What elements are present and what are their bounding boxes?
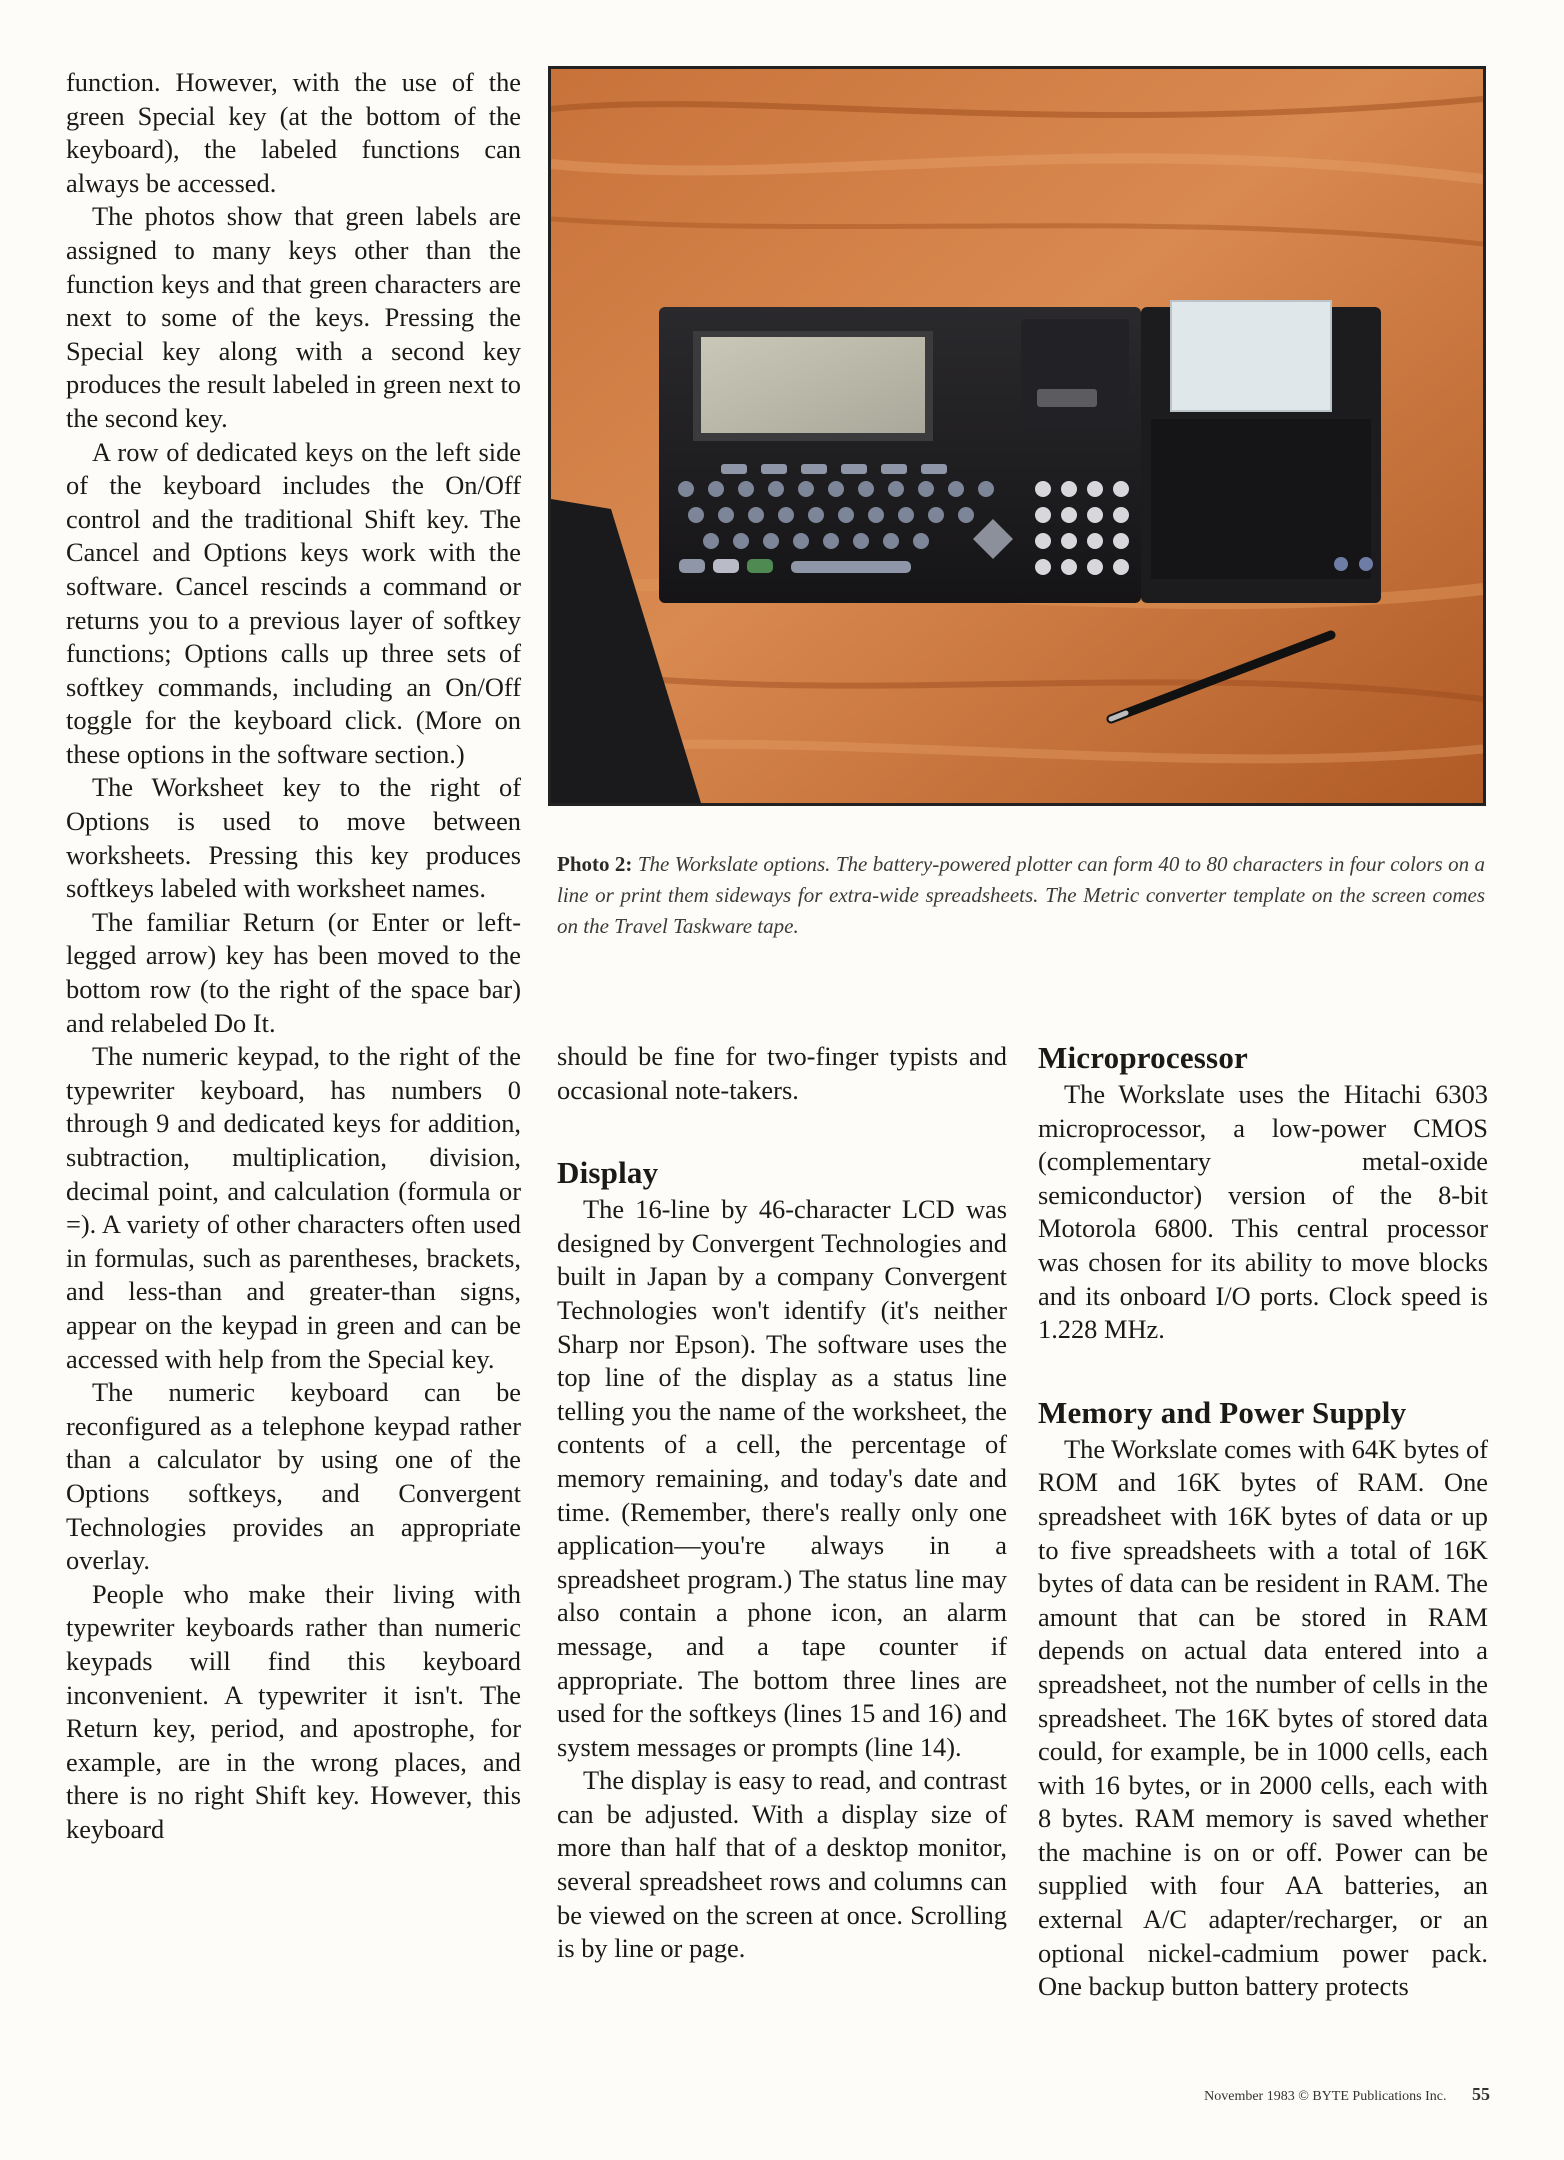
caption-text: The Workslate options. The battery-powered plotter can form 40 to 80 characters in four colors on a line or print them sideways for extra-wide spreadsheets. The Metric converter template on the screen comes on the Travel Taskware tape. [557, 852, 1486, 938]
paragraph: People who make their living with typewriter keyboards rather than numeric keypads will find this keyboard inconvenient. A typewriter it isn't. The Return key, period, and apostrophe, for example, are in the wrong places, and there is no right Shift key. However, this keyboard [66, 1578, 521, 1844]
paragraph: A row of dedicated keys on the left side of the keyboard includes the On/Off control and the traditional Shift key. The Cancel and Options keys work with the software. Cancel rescinds a command or returns you to a previous layer of softkey functions; Options calls up three sets of softkey commands, including an On/Off toggle for the keyboard click. (More on these options in the software section.) [66, 436, 521, 769]
paragraph: The Workslate uses the Hitachi 6303 microprocessor, a low-power CMOS (complementary metal-oxide semiconductor) version of the 8-bit Motorola 6800. This central processor was chosen for its ability to move blocks and its onboard I/O ports. Clock speed is 1.228 MHz. [1038, 1079, 1488, 1345]
paragraph: The familiar Return (or Enter or left-legged arrow) key has been moved to the bottom row (to the right of the space bar) and relabeled Do It. [66, 906, 521, 1038]
paragraph: The numeric keypad, to the right of the typewriter keyboard, has numbers 0 through 9 and dedicated keys for addition, subtraction, multiplication, division, decimal point, and calculation (formula or =). A variety of other characters often used in formulas, such as parentheses, brackets, and less-than and greater-than signs, appear on the keypad in green and can be accessed with help from the Special key. [66, 1041, 521, 1374]
paragraph: The 16-line by 46-character LCD was designed by Convergent Technologies and built in Japan by a company Convergent Technologies won't identify (it's neither Sharp nor Epson). The software uses the top line of the display as a status line telling you the name of the worksheet, the contents of a cell, the percentage of memory remaining, and today's date and time. (Remember, there's really only one application—you're always in a spreadsheet program.) The status line may also contain a phone icon, an alarm message, and a tape counter if appropriate. The bottom three lines are used for the softkeys (lines 15 and 16) and system messages or prompts (line 14). [557, 1194, 1007, 1762]
caption-label: Photo 2: [557, 852, 633, 876]
photo-caption [557, 849, 1485, 942]
paragraph: The Workslate comes with 64K bytes of ROM and 16K bytes of RAM. One spreadsheet with 16K bytes of data or up to five spreadsheets with a total of 16K bytes of data can be resident in RAM. The amount that can be stored in RAM depends on actual data entered into a spreadsheet, not the number of cells in the spreadsheet. The 16K bytes of stored data could, for example, be in 1000 cells, each with 16 bytes, or in 2000 cells, each with 8 bytes. RAM memory is saved whether the machine is on or off. Power can be supplied with four AA batteries, an external A/C adapter/recharger, or an optional nickel-cadmium power pack. One backup button battery protects [1038, 1433, 1488, 2002]
left-text-column [66, 66, 521, 1846]
section-heading-display: Display [557, 1155, 659, 1191]
paragraph: The numeric keyboard can be reconfigured as a telephone keypad rather than a calculator by using one of the Options softkeys, and Convergent Technologies provides an appropriate overlay. [66, 1377, 521, 1576]
section-heading-microprocessor: Microprocessor [1038, 1040, 1248, 1075]
workslate-photo-illustration [551, 69, 1483, 803]
paragraph: The Worksheet key to the right of Options is used to move between worksheets. Pressing this key produces softkeys labeled with worksheet names. [66, 772, 521, 904]
middle-text-column [557, 1040, 1007, 1966]
photo-workslate-options [548, 66, 1486, 806]
paragraph: should be fine for two-finger typists and occasional note-takers. [557, 1041, 1007, 1105]
paragraph: The display is easy to read, and contrast can be adjusted. With a display size of more than half that of a desktop monitor, several spreadsheet rows and columns can be viewed on the screen at once. Scrolling is by line or page. [557, 1765, 1007, 1964]
right-text-column [1038, 1040, 1488, 2004]
paragraph: The photos show that green labels are assigned to many keys other than the function keys and that green characters are next to some of the keys. Pressing the Special key along with a second key produces the result labeled in green next to the second key. [66, 201, 521, 433]
section-heading-memory-power: Memory and Power Supply [1038, 1394, 1407, 1430]
paragraph: function. However, with the use of the green Special key (at the bottom of the keyboard), the labeled functions can always be accessed. [66, 67, 521, 198]
page-footer [1100, 2084, 1490, 2107]
page-number: 55 [1472, 2084, 1490, 2104]
footer-credit: November 1983 © BYTE Publications Inc. [1204, 2089, 1447, 2104]
